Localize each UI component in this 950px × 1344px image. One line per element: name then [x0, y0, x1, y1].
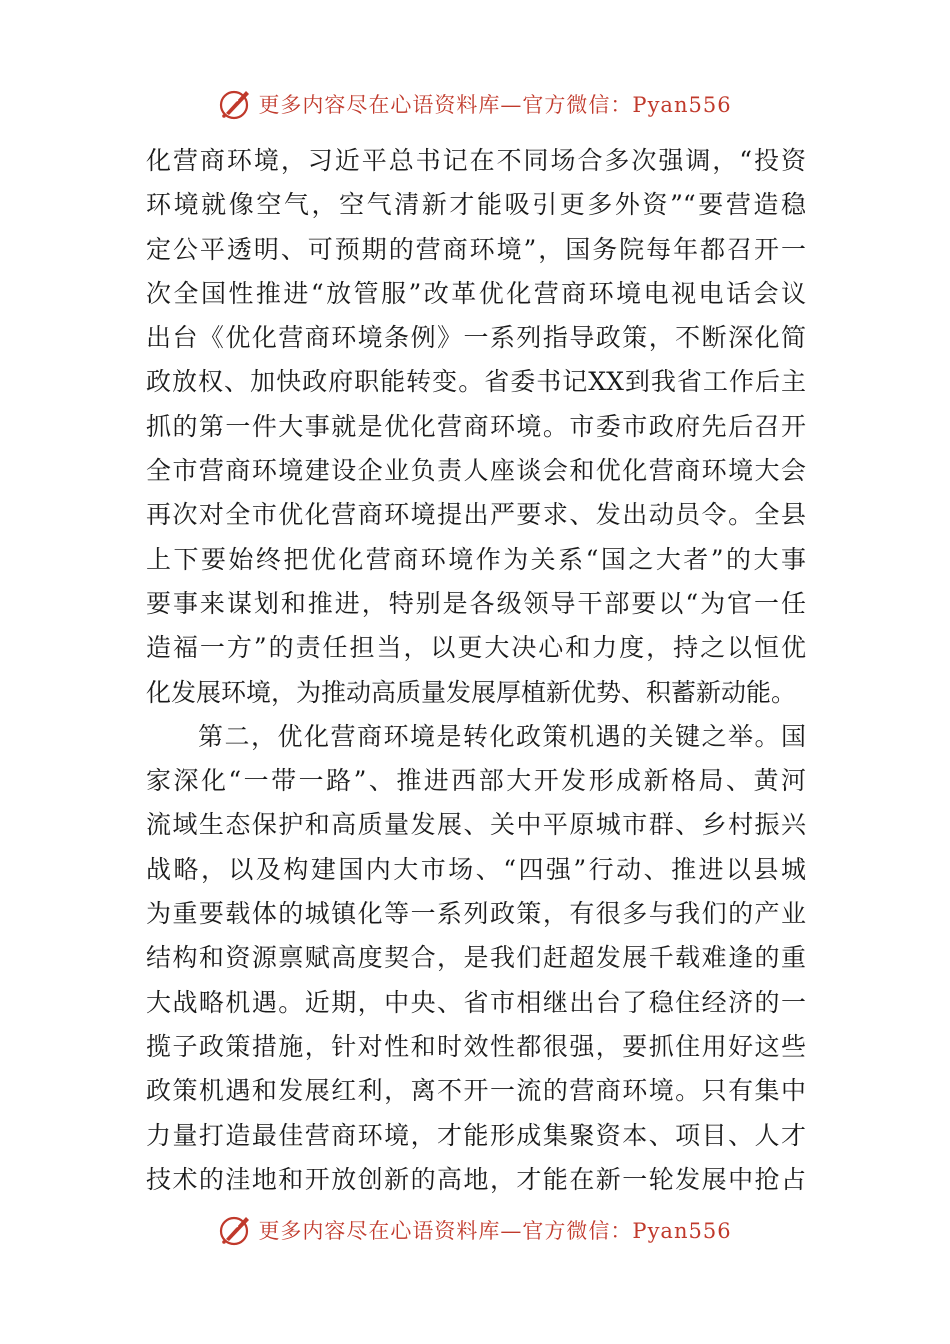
text-line: 化发展环境，为推动高质量发展厚植新优势、积蓄新动能。	[146, 677, 797, 707]
text-line: 环境就像空气，空气清新才能吸引更多外资”“要营造稳	[146, 190, 806, 220]
text-line: 第二，优化营商环境是转化政策机遇的关键之举。国	[198, 721, 806, 751]
paragraph	[146, 715, 806, 1202]
text-line: 定公平透明、可预期的营商环境”，国务院每年都召开一	[146, 234, 806, 264]
text-line: 要事来谋划和推进，特别是各级领导干部要以“为官一任	[146, 588, 806, 618]
text-line: 次全国性推进“放管服”改革优化营商环境电视电话会议	[146, 278, 806, 308]
text-line: 政放权、加快政府职能转变。省委书记XX到我省工作后主	[146, 367, 806, 397]
text-line: 造福一方”的责任担当，以更大决心和力度，持之以恒优	[146, 633, 806, 663]
text-line: 化营商环境，习近平总书记在不同场合多次强调，“投资	[146, 146, 806, 175]
footer-banner-text: 更多内容尽在心语资料库—官方微信：Pyan556	[258, 1219, 732, 1243]
text-line: 再次对全市优化营商环境提出严要求、发出动员令。全县	[146, 500, 806, 530]
text-line: 力量打造最佳营商环境，才能形成集聚资本、项目、人才	[146, 1120, 806, 1150]
text-line: 大战略机遇。近期，中央、省市相继出台了稳住经济的一	[146, 987, 806, 1017]
text-line: 流域生态保护和高质量发展、关中平原城市群、乡村振兴	[146, 810, 806, 840]
header-banner-text: 更多内容尽在心语资料库—官方微信：Pyan556	[258, 93, 732, 117]
text-line: 揽子政策措施，针对性和时效性都很强，要抓住用好这些	[146, 1031, 806, 1061]
text-line: 全市营商环境建设企业负责人座谈会和优化营商环境大会	[146, 456, 806, 486]
paragraph	[146, 139, 806, 715]
quill-pen-icon	[218, 86, 254, 122]
text-line: 上下要始终把优化营商环境作为关系“国之大者”的大事	[146, 544, 806, 574]
text-line: 结构和资源禀赋高度契合，是我们赶超发展千载难逢的重	[146, 943, 806, 973]
quill-pen-icon	[218, 1212, 254, 1248]
text-line: 家深化“一带一路”、推进西部大开发形成新格局、黄河	[146, 766, 806, 796]
footer-banner	[0, 1210, 950, 1250]
document-body	[146, 139, 806, 1202]
text-line: 战略，以及构建国内大市场、“四强”行动、推进以县城	[146, 854, 806, 884]
text-line: 技术的洼地和开放创新的高地，才能在新一轮发展中抢占	[146, 1164, 806, 1194]
text-line: 政策机遇和发展红利，离不开一流的营商环境。只有集中	[146, 1076, 806, 1106]
text-line: 出台《优化营商环境条例》一系列指导政策，不断深化简	[146, 323, 806, 353]
header-banner	[0, 84, 950, 124]
text-line: 抓的第一件大事就是优化营商环境。市委市政府先后召开	[146, 411, 806, 441]
text-line: 为重要载体的城镇化等一系列政策，有很多与我们的产业	[146, 899, 806, 929]
